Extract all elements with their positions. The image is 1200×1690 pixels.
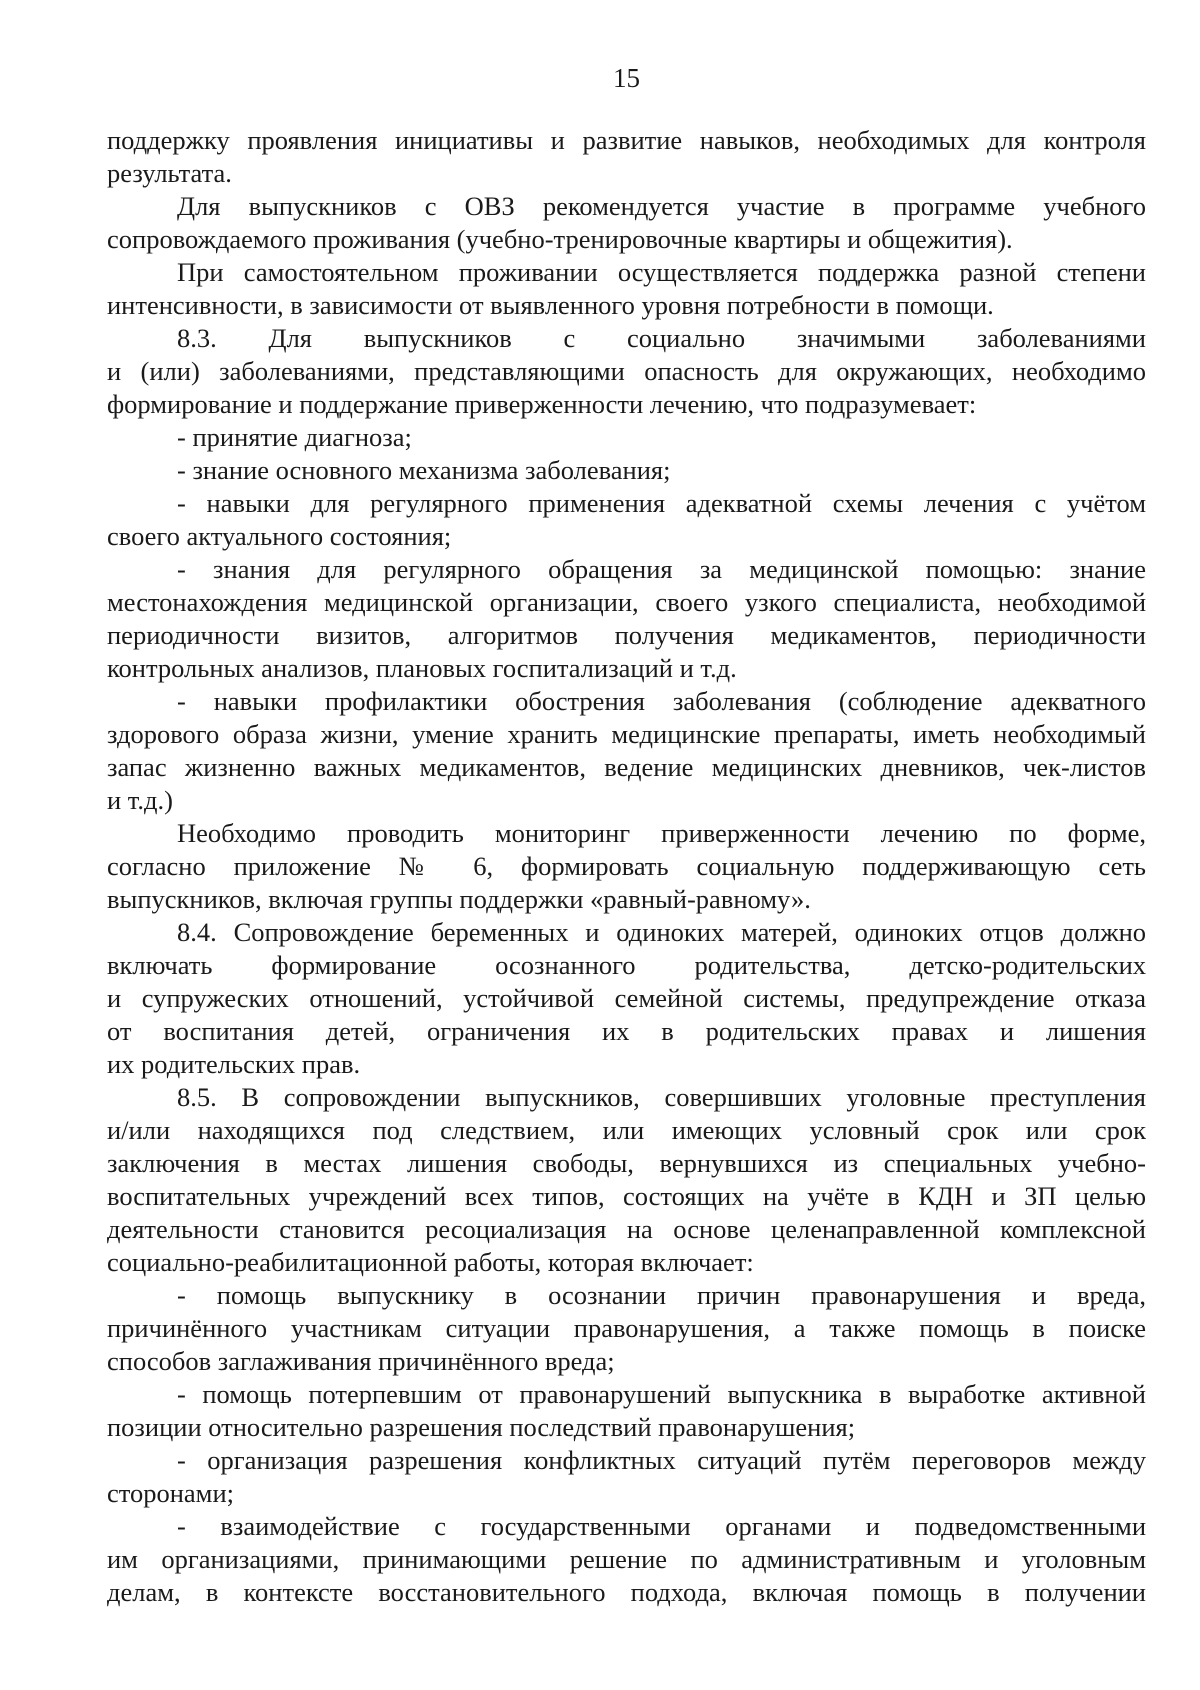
text-line: - знания для регулярного обращения за медицинской помощью: знание	[177, 554, 1146, 584]
text-line: сопровождаемого проживания (учебно-тренировочные квартиры и общежития).	[107, 224, 1013, 254]
text-line: - взаимодействие с государственными органами и подведомственными	[177, 1511, 1146, 1541]
text-line: способов заглаживания причинённого вреда;	[107, 1346, 615, 1376]
text-line: и супружеских отношений, устойчивой семейной системы, предупреждение отказа	[107, 983, 1146, 1013]
text-line: здорового образа жизни, умение хранить медицинские препараты, иметь необходимый	[107, 719, 1146, 749]
text-line: включать формирование осознанного родительства, детско-родительских	[107, 950, 1146, 980]
text-line: от воспитания детей, ограничения их в родительских правах и лишения	[107, 1016, 1146, 1046]
page-number: 15	[613, 63, 640, 93]
text-line: формирование и поддержание приверженности лечению, что подразумевает:	[107, 389, 977, 419]
text-line: результата.	[107, 158, 232, 188]
text-line: социально-реабилитационной работы, которая включает:	[107, 1247, 754, 1277]
text-line: 8.5. В сопровождении выпускников, совершивших уголовные преступления	[177, 1082, 1146, 1112]
text-line: согласно приложение № 6, формировать социальную поддерживающую сеть	[107, 851, 1146, 881]
text-line: им организациями, принимающими решение по административным и уголовным	[107, 1544, 1146, 1574]
text-line: Для выпускников с ОВЗ рекомендуется участие в программе учебного	[177, 191, 1146, 221]
text-line: запас жизненно важных медикаментов, ведение медицинских дневников, чек-листов	[107, 752, 1146, 782]
text-line: - навыки профилактики обострения заболевания (соблюдение адекватного	[177, 686, 1146, 716]
text-line: сторонами;	[107, 1478, 235, 1508]
text-line: и т.д.)	[107, 785, 173, 815]
text-line: деятельности становится ресоциализация на основе целенаправленной комплексной	[107, 1214, 1146, 1244]
text-line: причинённого участникам ситуации правонарушения, а также помощь в поиске	[107, 1313, 1146, 1343]
text-line: их родительских прав.	[107, 1049, 361, 1079]
text-line: местонахождения медицинской организации, своего узкого специалиста, необходимой	[107, 587, 1146, 617]
text-line: воспитательных учреждений всех типов, состоящих на учёте в КДН и ЗП целью	[107, 1181, 1146, 1211]
text-line: заключения в местах лишения свободы, вернувшихся из специальных учебно-	[107, 1148, 1146, 1178]
text-line: и (или) заболеваниями, представляющими опасность для окружающих, необходимо	[107, 356, 1146, 386]
text-line: - помощь потерпевшим от правонарушений выпускника в выработке активной	[177, 1379, 1146, 1409]
text-line: контрольных анализов, плановых госпитализаций и т.д.	[107, 653, 737, 683]
text-line: При самостоятельном проживании осуществляется поддержка разной степени	[177, 257, 1146, 287]
text-line: своего актуального состояния;	[107, 521, 452, 551]
text-line: позиции относительно разрешения последствий правонарушения;	[107, 1412, 856, 1442]
text-line: выпускников, включая группы поддержки «равный-равному».	[107, 884, 811, 914]
text-line: поддержку проявления инициативы и развитие навыков, необходимых для контроля	[107, 125, 1146, 155]
text-line: делам, в контексте восстановительного подхода, включая помощь в получении	[107, 1577, 1146, 1607]
text-line: - организация разрешения конфликтных ситуаций путём переговоров между	[177, 1445, 1146, 1475]
text-line: - помощь выпускнику в осознании причин правонарушения и вреда,	[177, 1280, 1146, 1310]
document-body	[107, 124, 1146, 1609]
text-line: - навыки для регулярного применения адекватной схемы лечения с учётом	[177, 488, 1146, 518]
text-line: - принятие диагноза;	[177, 422, 412, 452]
text-line: Необходимо проводить мониторинг приверженности лечению по форме,	[177, 818, 1146, 848]
text-line: 8.3. Для выпускников с социально значимыми заболеваниями	[177, 323, 1146, 353]
text-line: - знание основного механизма заболевания;	[177, 455, 671, 485]
text-line: интенсивности, в зависимости от выявленного уровня потребности в помощи.	[107, 290, 994, 320]
text-line: и/или находящихся под следствием, или имеющих условный срок или срок	[107, 1115, 1146, 1145]
text-line: периодичности визитов, алгоритмов получения медикаментов, периодичности	[107, 620, 1146, 650]
text-line: 8.4. Сопровождение беременных и одиноких матерей, одиноких отцов должно	[177, 917, 1146, 947]
